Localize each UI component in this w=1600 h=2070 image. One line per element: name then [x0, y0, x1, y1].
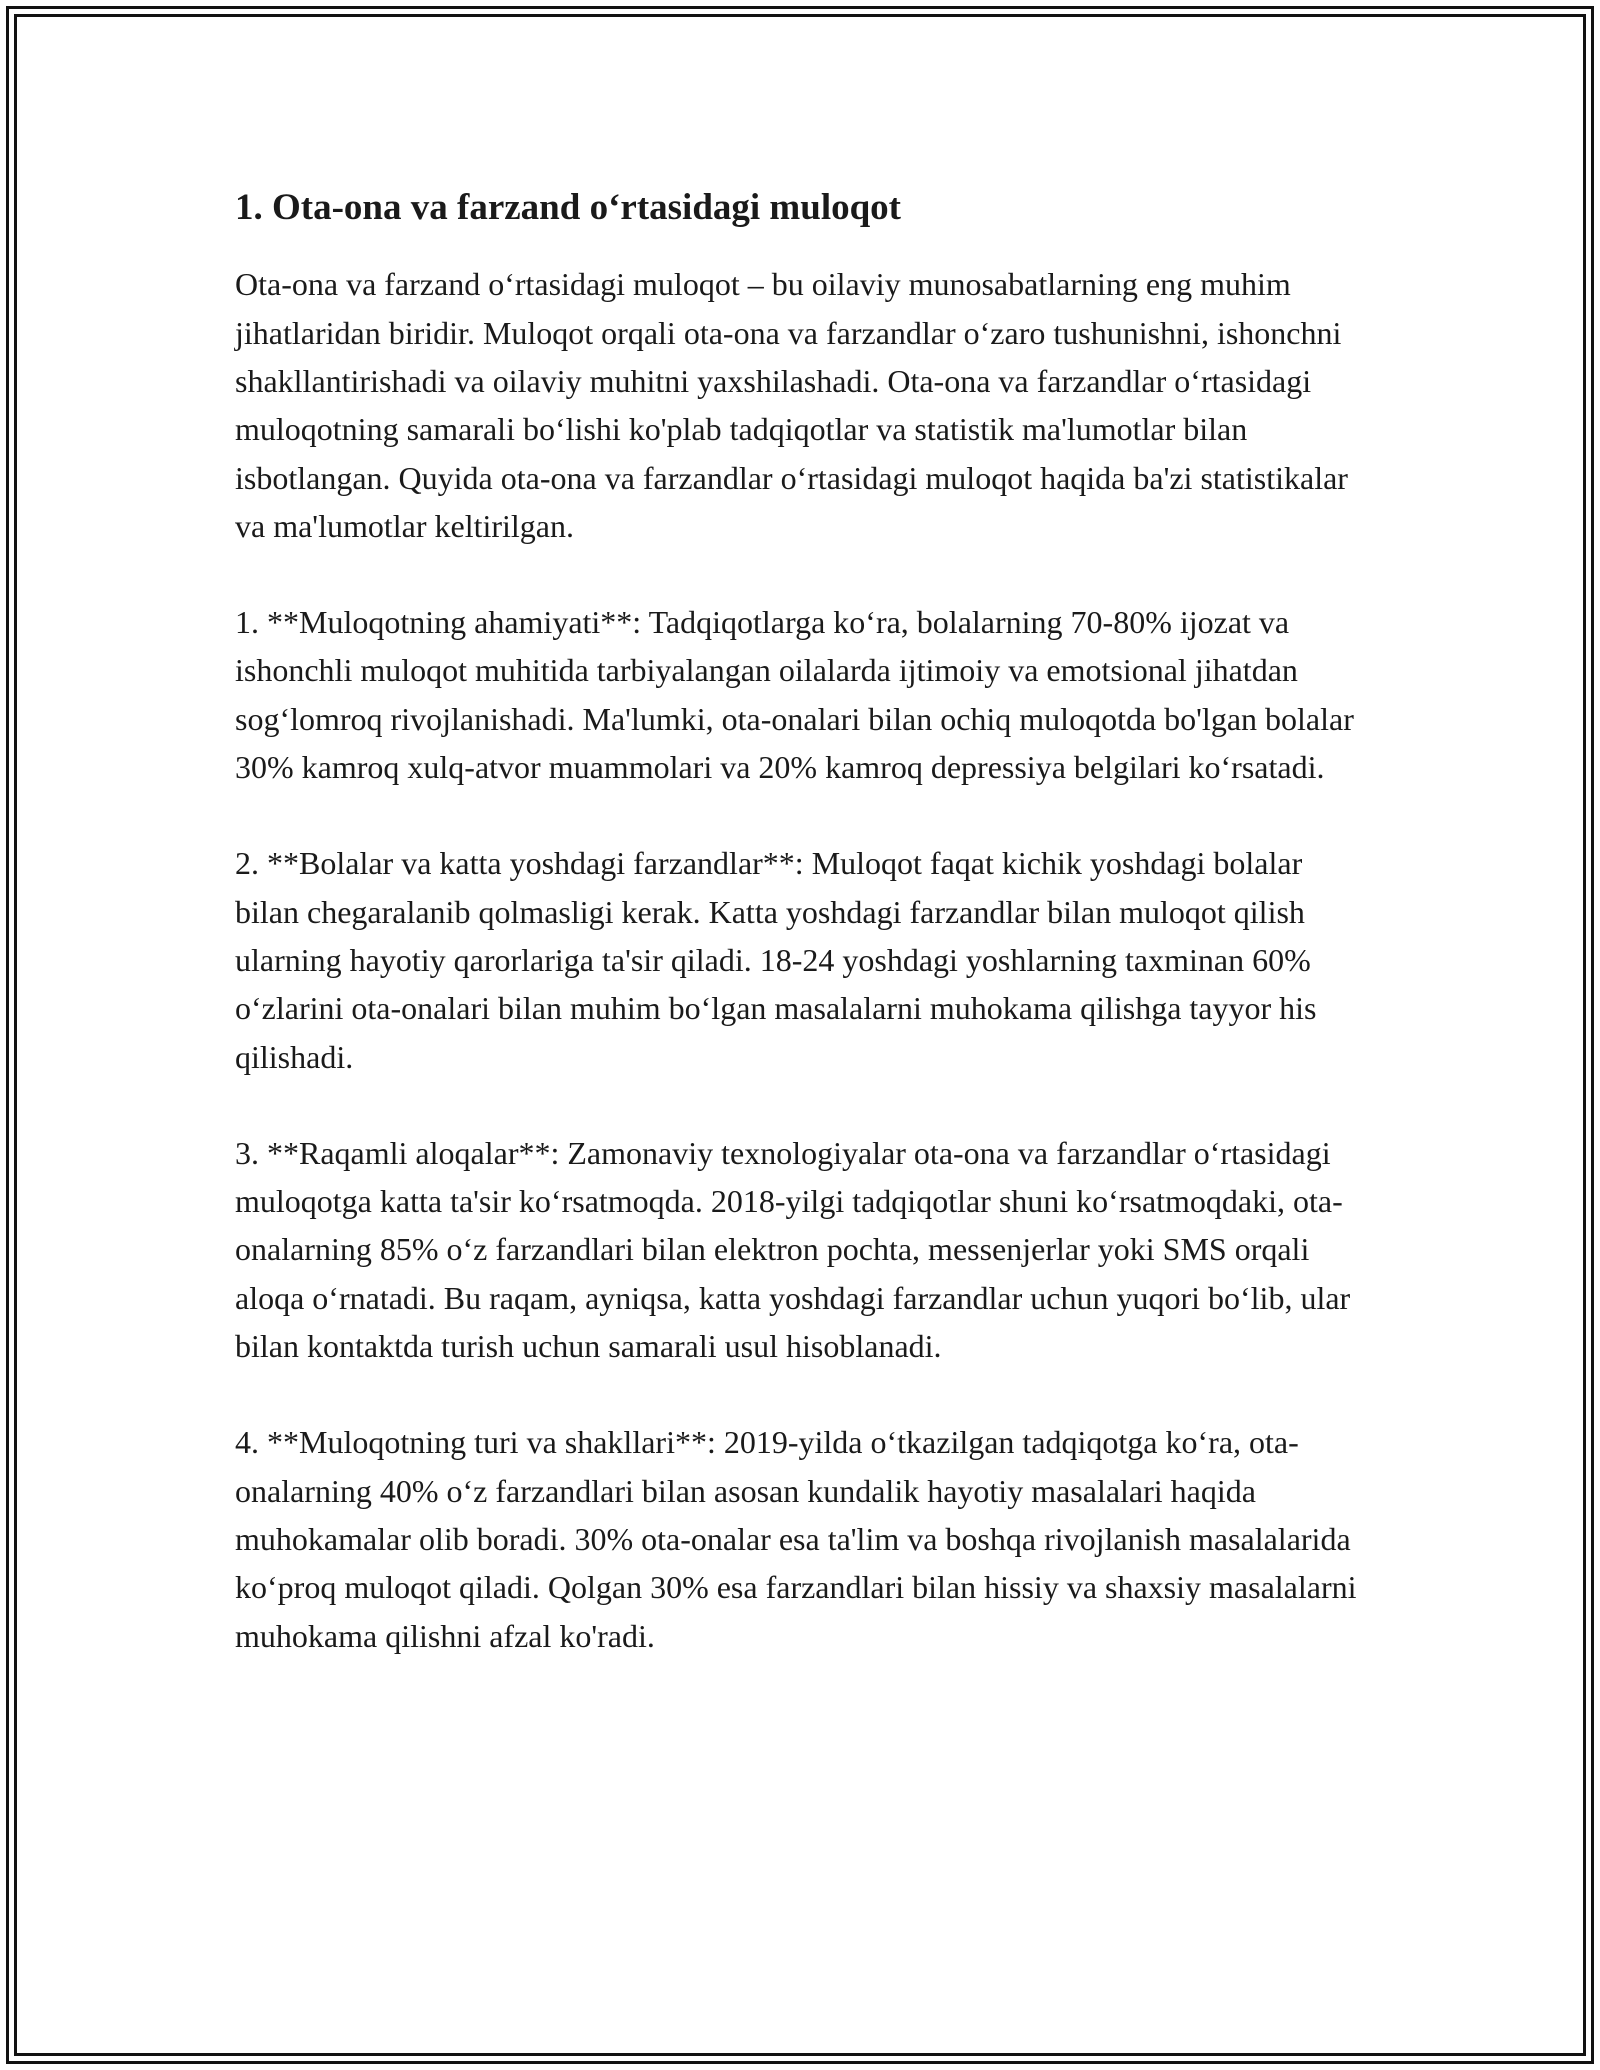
intro-paragraph: Ota-ona va farzand oʻrtasidagi muloqot – bu oilaviy munosabatlarning eng muhim jihatlaridan biridir. Muloqot orqali ota-ona va farzandlar oʻzaro tushunishni, ishonchni shakllantirishadi va oilaviy muhitni yaxshilashadi. Ota-ona va farzandlar oʻrtasidagi muloqotning samarali boʻlishi ko'plab tadqiqotlar va statistik ma'lumotlar bilan isbotlangan. Quyida ota-ona va farzandlar oʻrtasidagi muloqot haqida ba'zi statistikalar va ma'lumotlar keltirilgan. [235, 266, 1348, 544]
document-body [235, 186, 1365, 1660]
paragraph-older-children: 2. **Bolalar va katta yoshdagi farzandlar**: Muloqot faqat kichik yoshdagi bolalar bilan chegaralanib qolmasligi kerak. Katta yoshdagi farzandlar bilan muloqot qilish ularning hayotiy qarorlariga ta'sir qiladi. 18-24 yoshdagi yoshlarning taxminan 60% oʻzlarini ota-onalari bilan muhim boʻlgan masalalarni muhokama qilishga tayyor his qilishadi. [235, 845, 1317, 1075]
document-title: 1. Ota-ona va farzand oʻrtasidagi muloqot [235, 187, 901, 228]
paragraph-importance: 1. **Muloqotning ahamiyati**: Tadqiqotlarga koʻra, bolalarning 70-80% ijozat va ishonchli muloqot muhitida tarbiyalangan oilalarda ijtimoiy va emotsional jihatdan sogʻlomroq rivojlanishadi. Ma'lumki, ota-onalari bilan ochiq muloqotda bo'lgan bolalar 30% kamroq xulq-atvor muammolari va 20% kamroq depressiya belgilari koʻrsatadi. [235, 604, 1354, 786]
paragraph-communication-types: 4. **Muloqotning turi va shakllari**: 2019-yilda oʻtkazilgan tadqiqotga koʻra, ota-onalarning 40% oʻz farzandlari bilan asosan kundalik hayotiy masalalari haqida muhokamalar olib boradi. 30% ota-onalar esa ta'lim va boshqa rivojlanish masalalarida koʻproq muloqot qiladi. Qolgan 30% esa farzandlari bilan hissiy va shaxsiy masalalarni muhokama qilishni afzal ko'radi. [235, 1424, 1357, 1654]
paragraph-digital-communication: 3. **Raqamli aloqalar**: Zamonaviy texnologiyalar ota-ona va farzandlar oʻrtasidagi muloqotga katta ta'sir koʻrsatmoqda. 2018-yilgi tadqiqotlar shuni koʻrsatmoqdaki, ota-onalarning 85% oʻz farzandlari bilan elektron pochta, messenjerlar yoki SMS orqali aloqa oʻrnatadi. Bu raqam, ayniqsa, katta yoshdagi farzandlar uchun yuqori boʻlib, ular bilan kontaktda turish uchun samarali usul hisoblanadi. [235, 1134, 1351, 1365]
